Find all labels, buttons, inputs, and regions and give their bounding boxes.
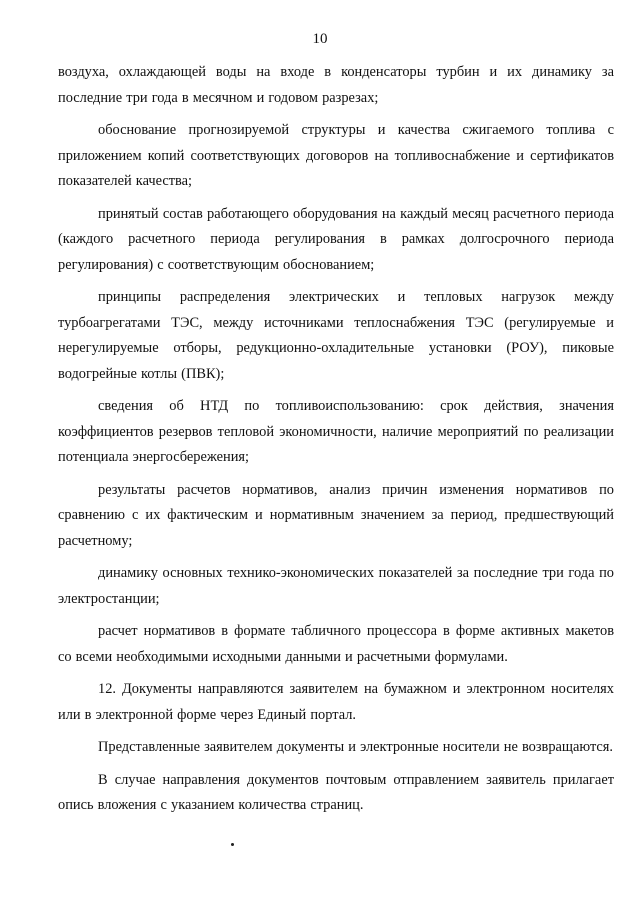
paragraph-spreadsheet-format: расчет нормативов в формате табличного процессора в форме активных макетов со всеми необходимыми исходными данными и расчетными формулами.: [58, 623, 614, 665]
paragraph-dynamics: динамику основных технико-экономических показателей за последние три года по электростанции;: [58, 565, 614, 607]
paragraph-equipment-composition: принятый состав работающего оборудования на каждый месяц расчетного периода (каждого расчетного периода регулирования в рамках долгосрочного периода регулирования) с соответствующим обоснованием;: [58, 205, 614, 273]
paragraph-continuation: воздуха, охлаждающей воды на входе в конденсаторы турбин и их динамику за последние три года в месячном и годовом разрезах;: [58, 64, 614, 106]
document-body: [58, 60, 614, 826]
paragraph-not-returned: Представленные заявителем документы и электронные носители не возвращаются.: [98, 739, 614, 755]
paragraph-load-distribution: принципы распределения электрических и тепловых нагрузок между турбоагрегатами ТЭС, между источниками теплоснабжения ТЭС (регулируемые и нерегулируемые отборы, редукционно-охладительные установки (РОУ), пиковые водогрейные котлы (ПВК);: [58, 289, 614, 382]
paragraph-ntd-info: сведения об НТД по топливоиспользованию: срок действия, значения коэффициентов резервов тепловой экономичности, наличие мероприятий по реализации потенциала энергосбережения;: [58, 398, 614, 465]
page-number: 10: [312, 31, 328, 47]
paragraph-fuel-structure: обоснование прогнозируемой структуры и качества сжигаемого топлива с приложением копий соответствующих договоров на топливоснабжение и сертификатов показателей качества;: [58, 122, 614, 189]
stray-dot-mark: [231, 843, 234, 846]
paragraph-calculation-results: результаты расчетов нормативов, анализ причин изменения нормативов по сравнению с их фактическим и нормативным значением за период, предшествующий расчетному;: [58, 481, 614, 549]
paragraph-postal-submission: В случае направления документов почтовым отправлением заявитель прилагает опись вложения с указанием количества страниц.: [58, 771, 614, 813]
paragraph-item-12: 12. Документы направляются заявителем на бумажном и электронном носителях или в электронной форме через Единый портал.: [58, 681, 614, 723]
